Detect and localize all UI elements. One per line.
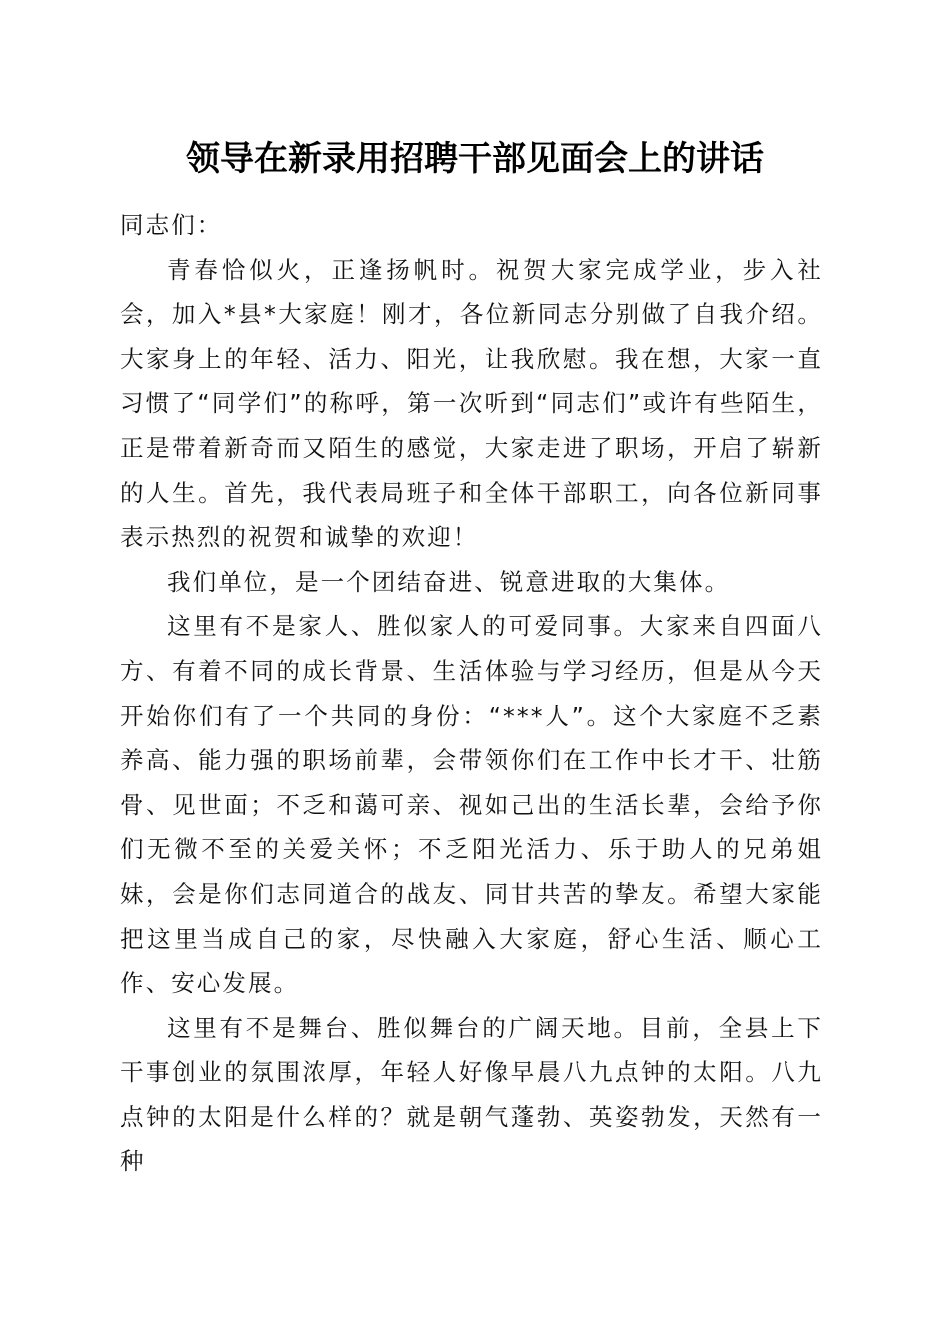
document-title: 领导在新录用招聘干部见面会上的讲话 (186, 139, 764, 179)
salutation: 同志们： (120, 211, 223, 239)
paragraph-unit-intro: 我们单位，是一个团结奋进、锐意进取的大集体。 (167, 567, 731, 596)
paragraph-colleagues: 这里有不是家人、胜似家人的可爱同事。大家来自四面八方、有着不同的成长背景、生活体验与学习经历，但是从今天开始你们有了一个共同的身份：“***人”。这个大家庭不乏素养高、能力强的职场前辈，会带领你们在工作中长才干、壮筋骨、见世面；不乏和蔼可亲、视如己出的生活长辈，会给予你们无微不至的关爱关怀；不乏阳光活力、乐于助人的兄弟姐妹，会是你们志同道合的战友、同甘共苦的挚友。希望大家能把这里当成自己的家，尽快融入大家庭，舒心生活、顺心工作、安心发展。 (120, 612, 823, 998)
paragraph-welcome: 青春恰似火，正逢扬帆时。祝贺大家完成学业，步入社会，加入*县*大家庭！刚才，各位新同志分别做了自我介绍。大家身上的年轻、活力、阳光，让我欣慰。我在想，大家一直习惯了“同学们”的称呼，第一次听到“同志们”或许有些陌生，正是带着新奇而又陌生的感觉，大家走进了职场，开启了崭新的人生。首先，我代表局班子和全体干部职工，向各位新同事表示热烈的祝贺和诚挚的欢迎！ (120, 255, 823, 552)
document-body (120, 203, 823, 1184)
paragraph-stage: 这里有不是舞台、胜似舞台的广阔天地。目前，全县上下干事创业的氛围浓厚，年轻人好像早晨八九点钟的太阳。八九点钟的太阳是什么样的？就是朝气蓬勃、英姿勃发，天然有一种 (120, 1013, 823, 1176)
